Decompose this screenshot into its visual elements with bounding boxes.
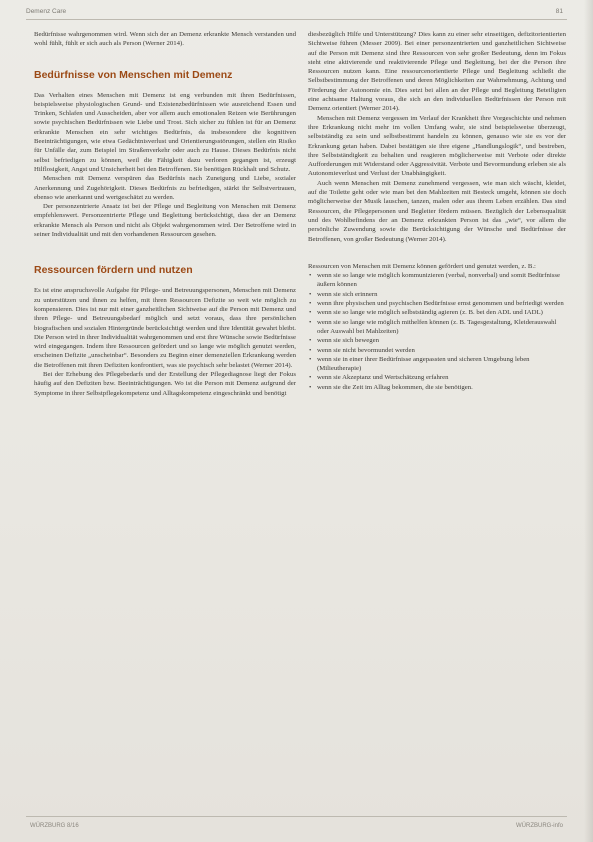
list-item: • wenn sie in einer ihrer Bedürfnisse angepassten und sicheren Umgebung leben (Milieutherapie) bbox=[308, 355, 566, 374]
footer-issue: WÜRZBURG 8/16 bbox=[30, 823, 79, 829]
list-item: • wenn sie sich bewegen bbox=[308, 336, 566, 345]
page-edge-shadow bbox=[584, 0, 593, 842]
resources-box bbox=[308, 262, 566, 392]
right-column bbox=[308, 30, 566, 392]
needs-paragraph-1: Das Verhalten eines Menschen mit Demenz ist eng verbunden mit ihren Bedürfnissen, beispielsweise physiologischen Grund- und Existenzbedürfnissen wie ausreichend Essen und Trinken, Schlafen und Ausscheiden, aber vor allem auch emotionalen Reizen wie Berührungen sowie psychischen Bedürfnissen wie Liebe und Trost. Sich sicher zu fühlen ist für an Demenz erkrankte Menschen ein sehr wichtiges Bedürfnis, da insbesondere die kognitiven Beeinträchtigungen, wie etwa Gedächtnisverlust und Orientierungsstörungen, stellen ein Risiko für Unfälle dar, zum Beispiel im Straßenverkehr oder auch zu Hause. Dieses Bedürfnis nicht selbst befriedigen zu können, weil die Fähigkeit dazu verloren gegangen ist, erzeugt Hilflosigkeit, Angst und Unsicherheit bei den Betroffenen. Sie benötigen Rückhalt und Schutz. bbox=[34, 91, 296, 173]
right-paragraph-2: Menschen mit Demenz vergessen im Verlauf der Krankheit ihre Vorgeschichte und nehmen ihre Erkrankung nicht mehr im vollen Umfang wahr, sie sind beispielsweise überzeugt, selbstständig zu sein und selbstbestimmt handeln zu können, genauso wie sie es vor der Erkrankung getan haben. Dabei bestätigen sie ihre eigene „Handlungslogik“, und bestreben, ihre Selbstständigkeit zu behalten und reagieren möglicherweise mit Verbote oder direkte Aufforderungen mit Widerstand oder Aggressivität. Verbote und Bevormundung erleben sie als Autonomieverlust und Verlust der Unabhängigkeit. bbox=[308, 114, 566, 178]
list-item: • wenn sie Akzeptanz und Wertschätzung erfahren bbox=[308, 373, 566, 382]
header-divider bbox=[26, 19, 567, 20]
footer-publication: WÜRZBURG-info bbox=[515, 823, 563, 829]
list-item: • wenn sie sich erinnern bbox=[308, 290, 566, 299]
running-footer bbox=[0, 812, 593, 842]
needs-paragraph-3: Der personzentrierte Ansatz ist bei der Pflege und Begleitung von Menschen mit Demenz empfehlenswert. Personzentrierte Pflege und Begleitung berücksichtigt, dass der an Demenz erkrankte Mensch als Person und nicht als Objekt wahrgenommen wird. Der Betroffene wird in seiner Individualität und mit den vorhandenen Ressourcen gesehen. bbox=[34, 203, 296, 239]
list-item: • wenn sie nicht bevormundet werden bbox=[308, 346, 566, 355]
list-item: • wenn sie die Zeit im Alltag bekommen, die sie benötigen. bbox=[308, 383, 566, 392]
intro-paragraph: Bedürfnisse wahrgenommen wird. Wenn sich der an Demenz erkrankte Mensch verstanden und wohl fühlt, fühlt er sich auch als Person (Werner 2014). bbox=[34, 31, 296, 48]
list-item: • wenn sie so lange wie möglich selbstständig agieren (z. B. bei den ADL und IADL) bbox=[308, 308, 566, 317]
list-item: • wenn ihre physischen und psychischen Bedürfnisse ernst genommen und befriedigt werden bbox=[308, 299, 566, 308]
list-item: • wenn sie so lange wie möglich kommunizieren (verbal, nonverbal) und somit Bedürfnisse äußern können bbox=[308, 271, 566, 290]
heading-resources: Ressourcen fördern und nutzen bbox=[34, 264, 193, 277]
left-column bbox=[34, 30, 296, 398]
footer-divider bbox=[26, 816, 567, 817]
page-number: 81 bbox=[555, 8, 563, 15]
resources-paragraph-1: Es ist eine anspruchsvolle Aufgabe für Pflege- und Betreuungspersonen, Menschen mit Demenz zu unterstützen und ihnen zu helfen, mit ihren Ressourcen Defizite so weit wie möglich zu kompensieren. Dies ist nur mit einer ganzheitlichen Sichtweise auf die Person mit Demenz und ihren Pflege- und Betreuungsbedarf möglich und setzt voraus, dass ihre persönlichen biografischen und sozialen Hintergründe berücksichtigt werden und ihre Identität gewahrt bleibt. Die Person wird in ihrer Individualität wahrgenommen und erst ihre Wünsche sowie Bedürfnisse wird eingegangen. Indem ihre Ressourcen gefördert und so lange wie möglich genutzt werden, erscheinen Defizite „unscheinbar“. Besonders zu Beginn einer demenziellen Erkrankung werden die Betroffenen mit ihren Defiziten konfrontiert, was sie psychisch sehr belastet (Werner 2014). bbox=[34, 287, 296, 369]
right-paragraph-3: Auch wenn Menschen mit Demenz zunehmend vergessen, wie man sich wäscht, kleidet, auf die Toilette geht oder wie man bei den Mahlzeiten mit Besteck umgeht, können sie doch möglicherweise der Musik lauschen, tanzen, malen oder aus ihrem Leben erzählen. Das sind Ressourcen, die Pflegepersonen und Begleiter fördern müssen. Bezüglich der Lebensqualität und des Wohlbefindens der an Demenz erkrankten Person ist das „wie“, vor allem die persönliche Zuwendung sowie die Berücksichtigung der Wünsche und Bedürfnisse der Betroffenen, von großer Bedeutung (Werner 2014). bbox=[308, 179, 566, 243]
right-paragraph-1: diesbezüglich Hilfe und Unterstützung? Dies kann zu einer sehr einseitigen, defizitorientierten Sichtweise führen (Messer 2009). Bei einer personzentrierten und ganzheitlichen Sichtweise auf die Person mit Demenz sind ihre Ressourcen von sehr großer Bedeutung, denn im Fokus steht eine aktivierende und reaktivierende Pflege und Begleitung, bei der die Person ihre Ressourcen nutzen kann. Eine ressourcenorientierte Pflege und Begleitung schließt die Selbstbestimmung der Betroffenen und deren Möglichkeiten zur Wahrnehmung, Achtung und Förderung der Autonomie ein. Dies setzt bei allen an der Pflege und Begleitung Beteiligten eine achtsame Haltung voraus, die sich an den individuellen Bedürfnissen der Person mit Demenz orientiert (Werner 2014). bbox=[308, 31, 566, 113]
running-header bbox=[0, 0, 593, 24]
header-title: Demenz Care bbox=[26, 8, 67, 15]
resources-list bbox=[308, 271, 566, 392]
resources-paragraph-2: Bei der Erhebung des Pflegebedarfs und der Erstellung der Pflegediagnose liegt der Fokus häufig auf den Defiziten bzw. Beeinträchtigungen. Wo ist die Person mit Demenz aufgrund der Symptome in ihrer Selbstpflegekompetenz und Alltagskompetenz eingeschränkt und benötigt bbox=[34, 371, 296, 397]
list-item: • wenn sie so lange wie möglich mithelfen können (z. B. Tagesgestaltung, Kleiderauswahl oder Auswahl bei Mahlzeiten) bbox=[308, 318, 566, 337]
resources-box-title: Ressourcen von Menschen mit Demenz können gefördert und genutzt werden, z. B.: bbox=[308, 262, 536, 270]
needs-paragraph-2: Menschen mit Demenz verspüren das Bedürfnis nach Zuneigung und Liebe, sozialer Anerkennung und Zugehörigkeit. Dieses Bedürfnis zu befriedigen, stärkt ihr Selbstvertrauen, ebenso wie anerkannt und wertgeschätzt zu werden. bbox=[34, 175, 296, 201]
heading-needs: Bedürfnisse von Menschen mit Demenz bbox=[34, 68, 233, 81]
